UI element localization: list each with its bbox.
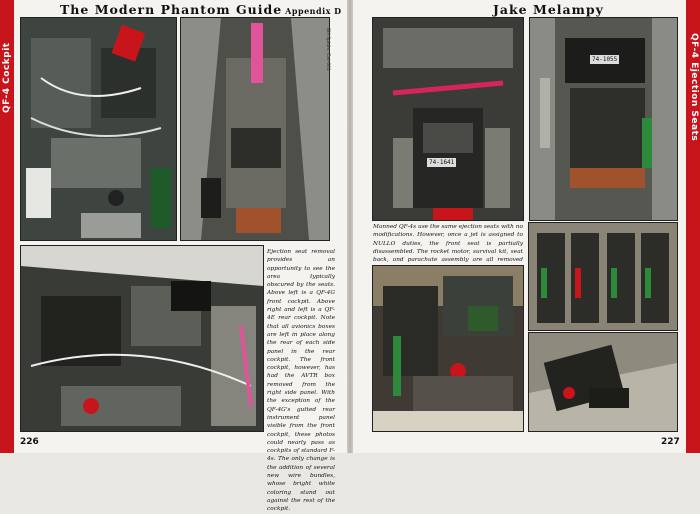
left-side-tab-label: QF-4 Cockpit bbox=[2, 42, 12, 113]
book-title: The Modern Phantom Guide bbox=[60, 2, 283, 17]
side-panel-photo-art bbox=[21, 246, 263, 431]
photo-qf4e-rear-cockpit bbox=[180, 17, 330, 241]
photo-credit: Bill Spidle, Cat-601 bbox=[325, 28, 330, 71]
photo-seat-row-in-storage bbox=[528, 222, 678, 331]
page-gutter bbox=[347, 0, 353, 453]
right-side-tab-label: QF-4 Ejection Seats bbox=[689, 33, 699, 142]
photo-front-seat-disassembled bbox=[372, 17, 524, 221]
right-page-number: 227 bbox=[661, 437, 680, 447]
stored-seat-photo-art bbox=[373, 266, 523, 431]
photo-seat-on-stand bbox=[528, 332, 678, 432]
left-page-number: 226 bbox=[20, 437, 39, 447]
left-page-header bbox=[60, 2, 342, 17]
rear-seat-serial-plate: 74-1055 bbox=[592, 56, 618, 63]
photo-qf4g-front-cockpit bbox=[20, 17, 177, 241]
rear-cockpit-photo-art bbox=[181, 18, 329, 240]
author-name: Jake Melampy bbox=[493, 2, 604, 17]
front-seat-photo-art bbox=[373, 18, 523, 220]
front-seat-serial-plate: 74-1641 bbox=[429, 159, 455, 166]
photo-rear-cockpit-seat-removed bbox=[529, 17, 678, 221]
seat-stand-photo-art bbox=[529, 333, 677, 431]
rear-seat-photo-art bbox=[530, 18, 677, 220]
left-page-caption: Ejection seat removal provides an opportunity to see the area typically obscured by the seats. Above left is a QF-4G front cockpit. Above right and left is a QF-4E rear cockpit. Note that all avionics boxes are left in place along the rear of each side panel in the rear cockpit. The front cockpit, however, has had the AVTR box removed from the right side panel. With the exception of the QF-4G's gutted rear instrument panel visible from the front cockpit, these photos could nearly pass as cockpits of standard F-4s. The only change is the addition of several new wire bundles, whose bright white coloring stand out against the rest of the cockpit. bbox=[267, 249, 335, 513]
seat-row-photo-art bbox=[529, 223, 677, 330]
photo-stored-seat-parts bbox=[372, 265, 524, 432]
photo-rear-cockpit-side-panel bbox=[20, 245, 264, 432]
cockpit-photo-art bbox=[21, 18, 176, 240]
appendix-label: Appendix D bbox=[285, 6, 342, 16]
right-page-caption: Manned QF-4s use the same ejection seats with no modifications. However, once a jet is assigned to NULLO duties, the front seat is partially disassembled. The rocket motor, survival kit, seat back, and parachute assembly are all removed bbox=[373, 224, 523, 264]
